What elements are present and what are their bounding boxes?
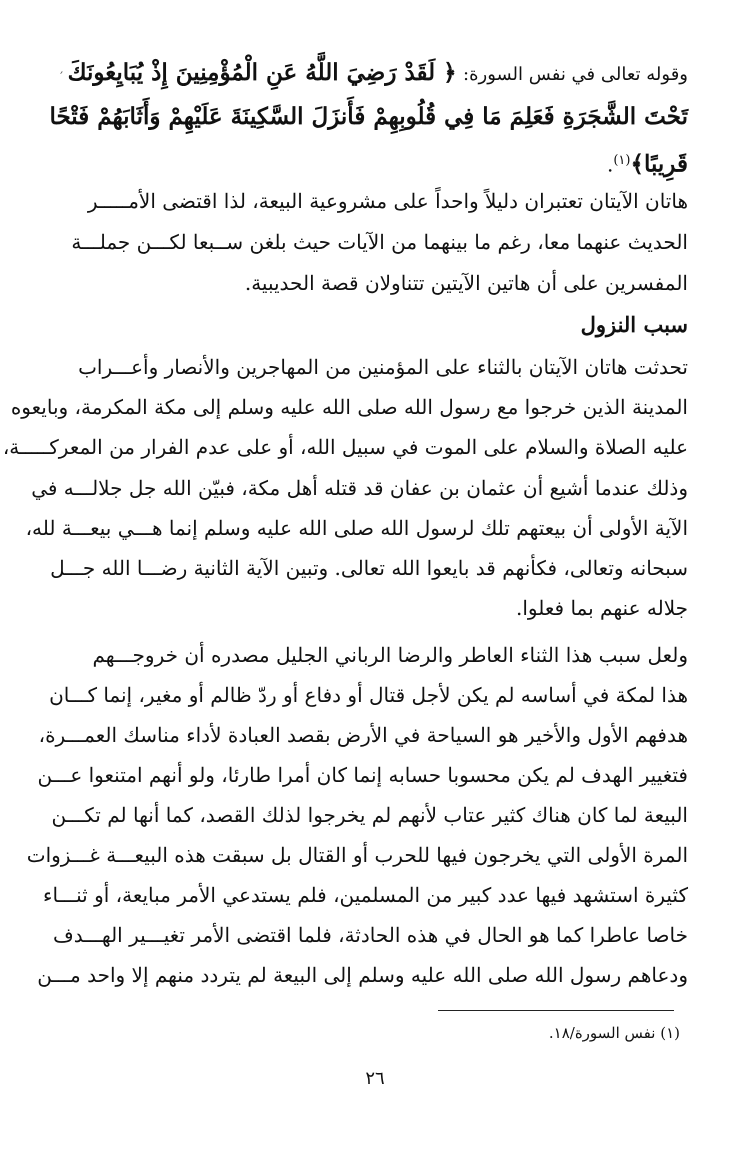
paragraph-line: هدفهم الأول والأخير هو السياحة في الأرض بقصد العبادة لأداء مناسك العمـــرة، — [38, 723, 688, 747]
paragraph-line: هذا لمكة في أساسه لم يكن لأجل قتال أو دفاع أو ردّ ظالم أو مغير، إنما كـــان — [49, 683, 688, 707]
paragraph-line: الحديث عنهما معا، رغم ما بينهما من الآيات حيث بلغن ســبعا لكـــن جملـــة — [71, 230, 688, 254]
paragraph-line: المرة الأولى التي يخرجون فيها للحرب أو القتال بل سبقت هذه البيعـــة غـــزوات — [26, 843, 688, 867]
verse-text-2: تَحْتَ الشَّجَرَةِ فَعَلِمَ مَا فِي قُلُوبِهِمْ فَأَنزَلَ السَّكِينَةَ عَلَيْهِمْ وَأَثَابَهُمْ فَتْحًا — [49, 103, 688, 130]
paragraph-line: جلاله عنهم بما فعلوا. — [516, 596, 688, 620]
paragraph-line: سبحانه وتعالى، فكأنهم قد بايعوا الله تعالى. وتبين الآية الثانية رضـــا الله جـــل — [50, 556, 688, 580]
paragraph-line: عليه الصلاة والسلام على الموت في سبيل الله، أو على عدم الفرار من المعركـــــة، — [2, 435, 688, 459]
quote-line-3 — [78, 146, 688, 180]
paragraph-line: ودعاهم رسول الله صلى الله عليه وسلم إلى البيعة لم يتردد منهم إلا واحد مـــن — [37, 963, 688, 987]
verse-text-3: قَرِيبًا﴾ — [630, 150, 688, 178]
footnote: (١) نفس السورة/١٨. — [548, 1024, 680, 1042]
margin-mark: ′ — [60, 70, 64, 86]
paragraph-line: وذلك عندما أشيع أن عثمان بن عفان قد قتله أهل مكة، فبيّن الله جل جلالـــه في — [31, 476, 688, 500]
paragraph-line: خاصا عاطرا كما هو الحال في هذه الحادثة، فلما اقتضى الأمر تغيـــير الهـــدف — [53, 923, 688, 947]
footnote-divider — [438, 1010, 674, 1011]
paragraph-line: المفسرين على أن هاتين الآيتين تتناولان قصة الحديبية. — [244, 271, 688, 295]
paragraph-line: الآية الأولى أن بيعتهم تلك لرسول الله صلى الله عليه وسلم إنما هـــي بيعـــة لله، — [25, 516, 688, 540]
footnote-marker: (١) — [613, 153, 631, 168]
quote-lead: وقوله تعالى في نفس السورة: — [463, 64, 688, 85]
paragraph-line: تحدثت هاتان الآيتان بالثناء على المؤمنين من المهاجرين والأنصار وأعـــراب — [78, 355, 688, 379]
paragraph-line: البيعة لما كان هناك كثير عتاب لأنهم لم يخرجوا لذلك القصد، كما أنها لم تكـــن — [51, 803, 688, 827]
paragraph-line: فتغيير الهدف لم يكن محسوبا حسابه إنما كان أمرا طارئا، ولو أنهم امتنعوا عـــن — [37, 763, 688, 787]
paragraph-line: هاتان الآيتان تعتبران دليلاً واحداً على مشروعية البيعة، لذا اقتضى الأمـــــر — [87, 189, 688, 213]
page-number: ٢٦ — [365, 1068, 385, 1089]
end-mark: . — [606, 152, 614, 177]
paragraph-line: ولعل سبب هذا الثناء العاطر والرضا الرباني الجليل مصدره أن خروجـــهم — [92, 643, 688, 667]
verse-text-1: ﴿ لَقَدْ رَضِيَ اللَّهُ عَنِ الْمُؤْمِنِينَ إِذْ يُبَايِعُونَكَ — [67, 59, 457, 86]
paragraph-line: كثيرة استشهد فيها عدد كبير من المسلمين، فلم يستدعي الأمر مبايعة، أو ثنـــاء — [43, 883, 688, 907]
quote-line-1 — [67, 58, 688, 92]
paragraph-line: المدينة الذين خرجوا مع رسول الله صلى الله عليه وسلم إلى مكة المكرمة، وبايعوه — [10, 395, 688, 419]
section-heading: سبب النزول — [580, 312, 688, 337]
